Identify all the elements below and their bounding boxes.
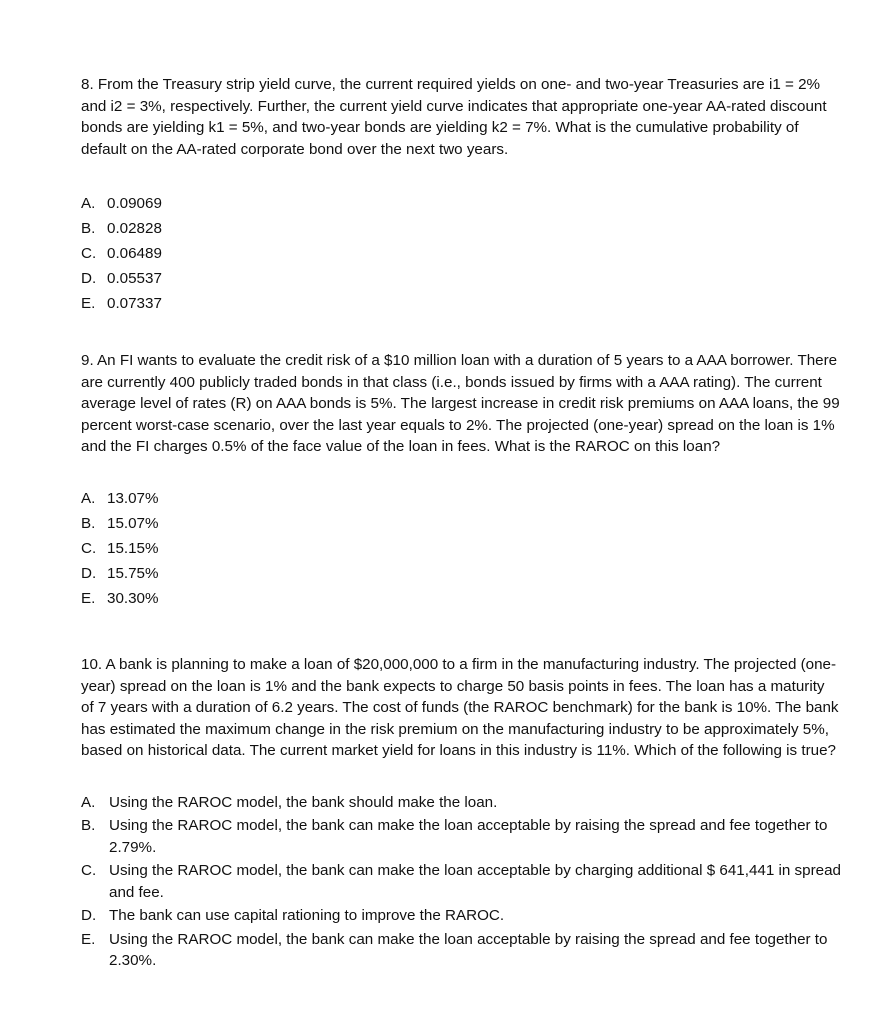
option-text: 0.05537	[107, 270, 162, 287]
question-8-option-b	[81, 218, 841, 240]
option-text: 15.75%	[107, 564, 159, 582]
option-text: Using the RAROC model, the bank can make the loan acceptable by charging additional $ 641,441 in spread and fee.	[109, 862, 841, 901]
option-letter: C.	[81, 245, 97, 262]
option-letter: A.	[81, 195, 96, 212]
option-letter: A.	[81, 489, 96, 507]
question-9-option-c	[81, 538, 841, 560]
question-10-option-a	[81, 792, 841, 814]
option-text: 0.02828	[107, 220, 162, 237]
question-10-option-d	[81, 905, 841, 927]
option-text: 15.15%	[107, 539, 159, 557]
question-8-option-e	[81, 293, 841, 315]
option-text: 0.06489	[107, 245, 162, 262]
option-text: 15.07%	[107, 514, 159, 532]
option-text: Using the RAROC model, the bank can make the loan acceptable by raising the spread and fee together to 2.79%.	[109, 817, 828, 856]
option-letter: A.	[81, 793, 96, 811]
question-9-option-e	[81, 588, 841, 610]
option-letter: B.	[81, 514, 96, 532]
question-8	[81, 74, 841, 318]
question-10-text: 10. A bank is planning to make a loan of $20,000,000 to a firm in the manufacturing industry. The projected (one-year) spread on the loan is 1% and the bank expects to charge 50 basis points in fees. The loan has a maturity of 7 years with a duration of 6.2 years. The cost of funds (the RAROC benchmark) for the bank is 10%. The bank has estimated the maximum change in the risk premium on the manufacturing industry to be approximately 5%, based on historical data. The current market yield for loans in this industry is 11%. Which of the following is true?	[81, 656, 839, 759]
question-8-option-a	[81, 193, 841, 215]
option-letter: D.	[81, 907, 97, 924]
option-letter: E.	[81, 930, 96, 948]
question-9-option-d	[81, 563, 841, 585]
option-text: The bank can use capital rationing to improve the RAROC.	[109, 907, 505, 924]
question-8-option-d	[81, 268, 841, 290]
option-letter: E.	[81, 589, 96, 607]
option-letter: C.	[81, 862, 97, 879]
question-9	[81, 350, 841, 613]
option-letter: E.	[81, 295, 96, 312]
question-10	[81, 654, 841, 974]
question-10-option-b	[81, 815, 841, 858]
option-text: Using the RAROC model, the bank can make the loan acceptable by raising the spread and fee together to 2.30%.	[109, 930, 828, 969]
question-8-option-c	[81, 243, 841, 265]
option-text: 0.07337	[107, 295, 162, 312]
question-10-options	[81, 792, 841, 972]
option-letter: B.	[81, 817, 96, 834]
option-text: 30.30%	[107, 589, 159, 607]
option-text: Using the RAROC model, the bank should make the loan.	[109, 793, 498, 811]
question-9-text: 9. An FI wants to evaluate the credit risk of a $10 million loan with a duration of 5 years to a AAA borrower. There are currently 400 publicly traded bonds in that class (i.e., bonds issued by firms with a AAA rating). The current average level of rates (R) on AAA bonds is 5%. The largest increase in credit risk premiums on AAA loans, the 99 percent worst-case scenario, over the last year equals to 2%. The projected (one-year) spread on the loan is 1% and the FI charges 0.5% of the face value of the loan in fees. What is the RAROC on this loan?	[81, 352, 840, 455]
question-9-option-a	[81, 488, 841, 510]
question-10-option-e	[81, 929, 841, 972]
question-9-option-b	[81, 513, 841, 535]
option-letter: D.	[81, 564, 97, 582]
question-10-option-c	[81, 860, 841, 903]
question-9-options	[81, 488, 841, 610]
option-text: 13.07%	[107, 489, 159, 507]
question-8-options	[81, 193, 841, 315]
question-8-text: 8. From the Treasury strip yield curve, the current required yields on one- and two-year Treasuries are i1 = 2% and i2 = 3%, respectively. Further, the current yield curve indicates that appropriate one-year AA-rated discount bonds are yielding k1 = 5%, and two-year bonds are yielding k2 = 7%. What is the cumulative probability of default on the AA-rated corporate bond over the next two years.	[81, 76, 827, 158]
option-letter: C.	[81, 539, 97, 557]
option-text: 0.09069	[107, 195, 162, 212]
option-letter: B.	[81, 220, 96, 237]
option-letter: D.	[81, 270, 97, 287]
